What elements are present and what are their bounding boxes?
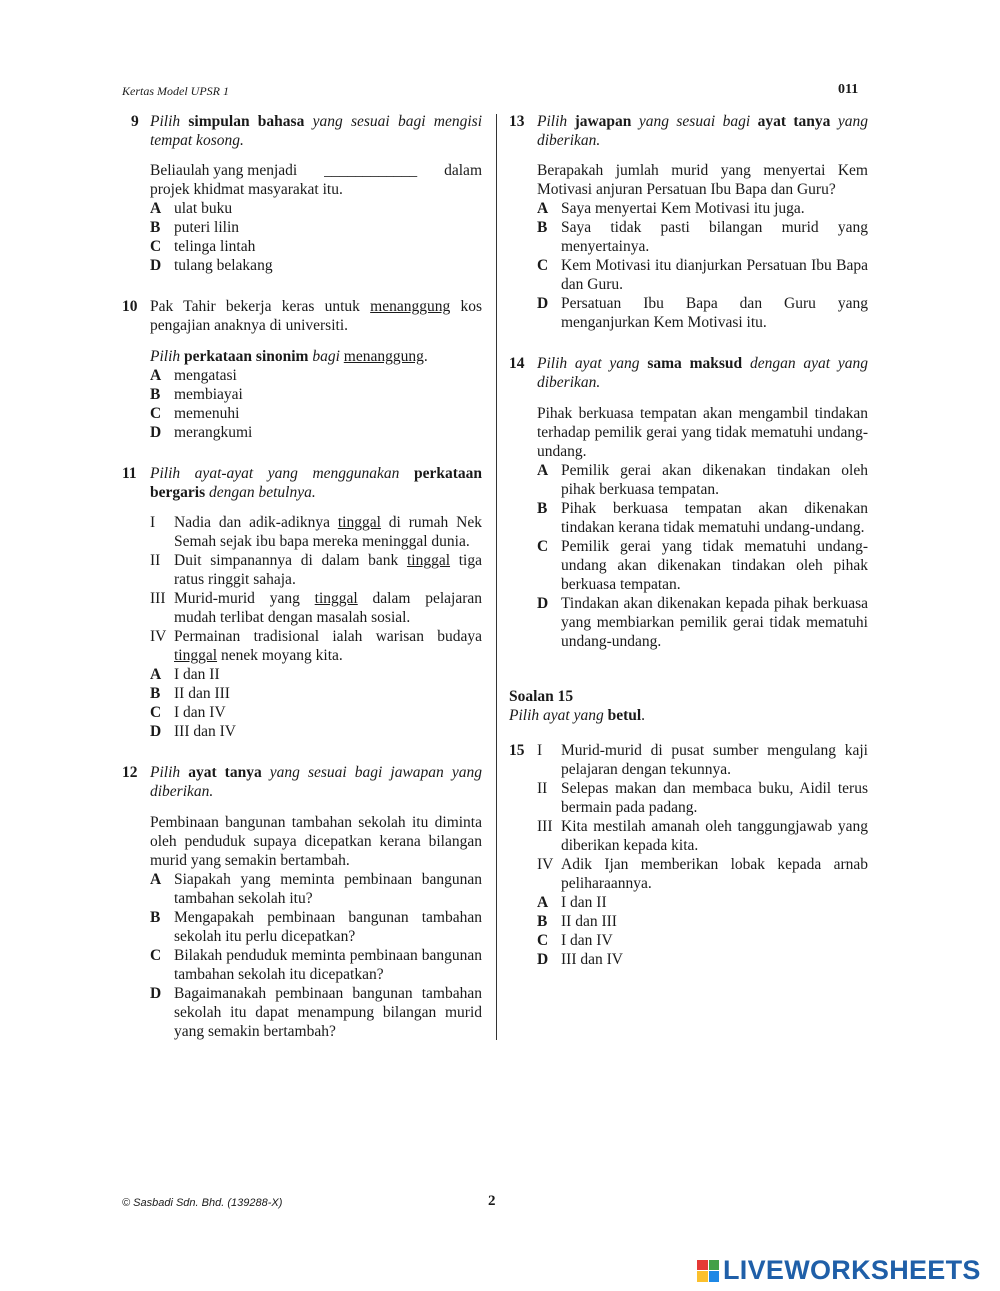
section-instruction: Pilih ayat yang betul.	[509, 707, 646, 724]
option-list	[537, 461, 868, 651]
option-text: Saya menyertai Kem Motivasi itu juga.	[561, 200, 805, 217]
option-d[interactable]	[537, 294, 868, 332]
option-a[interactable]	[150, 665, 482, 684]
option-a[interactable]	[537, 461, 868, 499]
option-letter: A	[537, 894, 549, 911]
option-c[interactable]	[150, 946, 482, 984]
logo-text: LIVEWORKSHEETS	[723, 1255, 981, 1285]
question-number: 9	[131, 113, 139, 130]
option-b[interactable]	[150, 908, 482, 946]
underlined-word: tinggal	[174, 647, 218, 664]
underlined-word: tinggal	[337, 514, 381, 531]
statement-text: Kita mestilah amanah oleh tanggungjawab yang diberikan kepada kita.	[561, 818, 868, 854]
option-letter: D	[150, 723, 162, 740]
option-list	[150, 366, 482, 442]
option-b[interactable]	[150, 218, 482, 237]
option-text: I dan II	[561, 894, 607, 911]
left-column	[122, 112, 482, 1041]
statement-numeral: IV	[150, 628, 167, 645]
question-stem: Berapakah jumlah murid yang menyertai Kem Motivasi anjuran Persatuan Ibu Bapa dan Guru?	[537, 162, 868, 198]
question-number: 11	[122, 465, 137, 482]
option-letter: C	[150, 704, 162, 721]
option-d[interactable]	[150, 984, 482, 1041]
option-text: II dan III	[174, 685, 230, 702]
option-c[interactable]	[537, 537, 868, 594]
option-c[interactable]	[150, 404, 482, 423]
option-letter: D	[150, 257, 162, 274]
option-c[interactable]	[537, 256, 868, 294]
question-9	[122, 112, 482, 275]
option-letter: D	[537, 951, 549, 968]
option-text: I dan IV	[561, 932, 613, 949]
option-letter: D	[150, 424, 162, 441]
option-letter: B	[150, 219, 161, 236]
option-b[interactable]	[537, 218, 868, 256]
option-letter: B	[537, 219, 548, 236]
option-text: III dan IV	[174, 723, 236, 740]
option-text: Kem Motivasi itu dianjurkan Persatuan Ibu Bapa dan Guru.	[561, 257, 868, 293]
option-d[interactable]	[537, 594, 868, 651]
option-text: mengatasi	[174, 367, 237, 384]
option-letter: B	[537, 500, 548, 517]
underlined-word: tinggal	[314, 590, 358, 607]
option-b[interactable]	[537, 912, 868, 931]
option-text: II dan III	[561, 913, 617, 930]
question-12	[122, 763, 482, 1041]
option-text: Mengapakah pembinaan bangunan tambahan sekolah itu perlu dicepatkan?	[174, 909, 482, 945]
option-d[interactable]	[150, 256, 482, 275]
option-letter: C	[537, 257, 549, 274]
option-text: III dan IV	[561, 951, 623, 968]
option-letter: B	[150, 685, 161, 702]
question-prompt: Pilih jawapan yang sesuai bagi ayat tanya yang diberikan.	[537, 113, 868, 149]
option-letter: C	[537, 932, 549, 949]
question-number: 10	[122, 298, 138, 315]
option-text: memenuhi	[174, 405, 240, 422]
logo-icon	[697, 1260, 719, 1282]
option-text: Bilakah penduduk meminta pembinaan bangunan tambahan sekolah itu dicepatkan?	[174, 947, 482, 983]
statement-numeral: I	[150, 514, 156, 531]
option-list	[150, 870, 482, 1041]
option-text: I dan II	[174, 666, 220, 683]
question-stem: Pak Tahir bekerja keras untuk menanggung kos pengajian anaknya di universiti.	[150, 298, 482, 334]
option-text: Pihak berkuasa tempatan akan dikenakan tindakan kerana tidak mematuhi undang-undang.	[561, 500, 868, 536]
header-title: Kertas Model UPSR 1	[122, 84, 229, 98]
option-text: ulat buku	[174, 200, 233, 217]
option-text: Pemilik gerai yang tidak mematuhi undang-undang akan dikenakan tindakan oleh pihak berkuasa tempatan.	[561, 538, 868, 593]
option-c[interactable]	[150, 237, 482, 256]
underlined-word: tinggal	[406, 552, 451, 569]
option-text: Saya tidak pasti bilangan murid yang menyertainya.	[561, 219, 868, 255]
column-divider	[496, 114, 497, 1040]
question-10	[122, 297, 482, 442]
question-prompt: Pilih ayat tanya yang sesuai bagi jawapan yang diberikan.	[150, 764, 482, 800]
option-letter: A	[537, 462, 549, 479]
statement-iii	[537, 817, 868, 855]
statement-numeral: I	[537, 742, 543, 759]
option-letter: A	[150, 666, 162, 683]
option-text: Siapakah yang meminta pembinaan bangunan tambahan sekolah itu?	[174, 871, 482, 907]
option-text: puteri lilin	[174, 219, 240, 236]
statement-iii: III Murid-murid yang tinggal dalam pelajaran mudah terlibat dengan masalah sosial.	[150, 590, 482, 626]
option-d[interactable]	[537, 950, 868, 969]
option-text: Persatuan Ibu Bapa dan Guru yang menganjurkan Kem Motivasi itu.	[561, 295, 868, 331]
statement-iv: IV Permainan tradisional ialah warisan budaya tinggal nenek moyang kita.	[150, 628, 482, 664]
option-d[interactable]	[150, 423, 482, 442]
option-letter: D	[537, 295, 549, 312]
header-code: 011	[838, 82, 859, 97]
statement-list	[537, 741, 868, 893]
option-text: Tindakan akan dikenakan kepada pihak berkuasa yang membiarkan pemilik gerai tidak mematuhi undang-undang.	[561, 595, 868, 650]
option-b[interactable]	[150, 385, 482, 404]
statement-i	[537, 741, 868, 779]
option-letter: C	[150, 238, 162, 255]
option-list	[537, 199, 868, 332]
option-text: Pemilik gerai akan dikenakan tindakan oleh pihak berkuasa tempatan.	[561, 462, 868, 498]
statement-numeral: IV	[537, 856, 554, 873]
option-a[interactable]	[150, 366, 482, 385]
option-a[interactable]	[150, 870, 482, 908]
option-letter: A	[150, 200, 162, 217]
option-d[interactable]	[150, 722, 482, 741]
statement-numeral: III	[150, 590, 166, 607]
option-text: membiayai	[174, 386, 243, 403]
statement-text: Murid-murid di pusat sumber mengulang kaji pelajaran dengan tekunnya.	[561, 742, 868, 778]
page-number: 2	[488, 1193, 496, 1209]
question-11	[122, 464, 482, 741]
option-text: tulang belakang	[174, 257, 273, 274]
option-list	[150, 199, 482, 275]
option-text: I dan IV	[174, 704, 226, 721]
option-c[interactable]	[537, 931, 868, 950]
option-list	[537, 893, 868, 969]
option-letter: C	[150, 405, 162, 422]
section-title: Soalan 15	[509, 688, 574, 705]
question-prompt: Pilih perkataan sinonim bagi menanggung.	[150, 348, 428, 365]
statement-ii: II Duit simpanannya di dalam bank tinggal tiga ratus ringgit sahaja.	[150, 552, 482, 588]
statement-numeral: II	[537, 780, 548, 797]
option-b[interactable]	[537, 499, 868, 537]
option-text: telinga lintah	[174, 238, 256, 255]
option-letter: A	[150, 871, 162, 888]
question-number: 14	[509, 355, 525, 372]
option-letter: C	[150, 947, 162, 964]
option-list	[150, 665, 482, 741]
statement-text: Selepas makan dan membaca buku, Aidil terus bermain pada padang.	[561, 780, 868, 816]
option-c[interactable]	[150, 703, 482, 722]
option-a[interactable]	[537, 199, 868, 218]
option-a[interactable]	[537, 893, 868, 912]
question-number: 13	[509, 113, 525, 130]
option-b[interactable]	[150, 684, 482, 703]
question-prompt: Pilih simpulan bahasa yang sesuai bagi mengisi tempat kosong.	[150, 113, 482, 149]
right-column	[509, 112, 868, 969]
question-13	[509, 112, 868, 332]
question-15	[509, 741, 868, 969]
question-stem: Pembinaan bangunan tambahan sekolah itu diminta oleh penduduk supaya dicepatkan kerana bilangan murid yang semakin bertambah.	[150, 814, 482, 869]
footer-publisher: © Sasbadi Sdn. Bhd. (139288-X)	[122, 1197, 283, 1209]
option-letter: D	[537, 595, 549, 612]
statement-numeral: III	[537, 818, 553, 835]
option-letter: D	[150, 985, 162, 1002]
option-a[interactable]	[150, 199, 482, 218]
section-15-heading	[509, 687, 868, 725]
statement-numeral: II	[150, 552, 161, 569]
question-number: 15	[509, 742, 525, 759]
option-letter: B	[150, 386, 161, 403]
option-letter: C	[537, 538, 549, 555]
statement-i: I Nadia dan adik-adiknya tinggal di rumah Nek Semah sejak ibu bapa mereka meninggal dunia.	[150, 514, 482, 550]
liveworksheets-logo[interactable]	[697, 1255, 981, 1286]
question-14	[509, 354, 868, 651]
question-prompt: Pilih ayat-ayat yang menggunakan perkataan bergaris dengan betulnya.	[150, 465, 482, 501]
statement-text: Adik Ijan memberikan lobak kepada arnab peliharaannya.	[561, 856, 868, 892]
option-text: Bagaimanakah pembinaan bangunan tambahan sekolah itu dapat menampung bilangan murid yang semakin bertambah?	[174, 985, 482, 1040]
question-stem: Pihak berkuasa tempatan akan mengambil tindakan terhadap pemilik gerai yang tidak mematuhi undang-undang.	[537, 405, 868, 460]
option-letter: A	[150, 367, 162, 384]
statement-iv	[537, 855, 868, 893]
statement-list	[150, 513, 482, 665]
question-number: 12	[122, 764, 138, 781]
option-letter: B	[150, 909, 161, 926]
option-letter: B	[537, 913, 548, 930]
answer-blank[interactable]: ____________	[324, 162, 418, 179]
option-text: merangkumi	[174, 424, 253, 441]
option-letter: A	[537, 200, 549, 217]
statement-ii	[537, 779, 868, 817]
question-stem: Beliaulah yang menjadi ____________ dalam projek khidmat masyarakat itu.	[150, 162, 482, 198]
question-prompt: Pilih ayat yang sama maksud dengan ayat yang diberikan.	[537, 355, 869, 391]
